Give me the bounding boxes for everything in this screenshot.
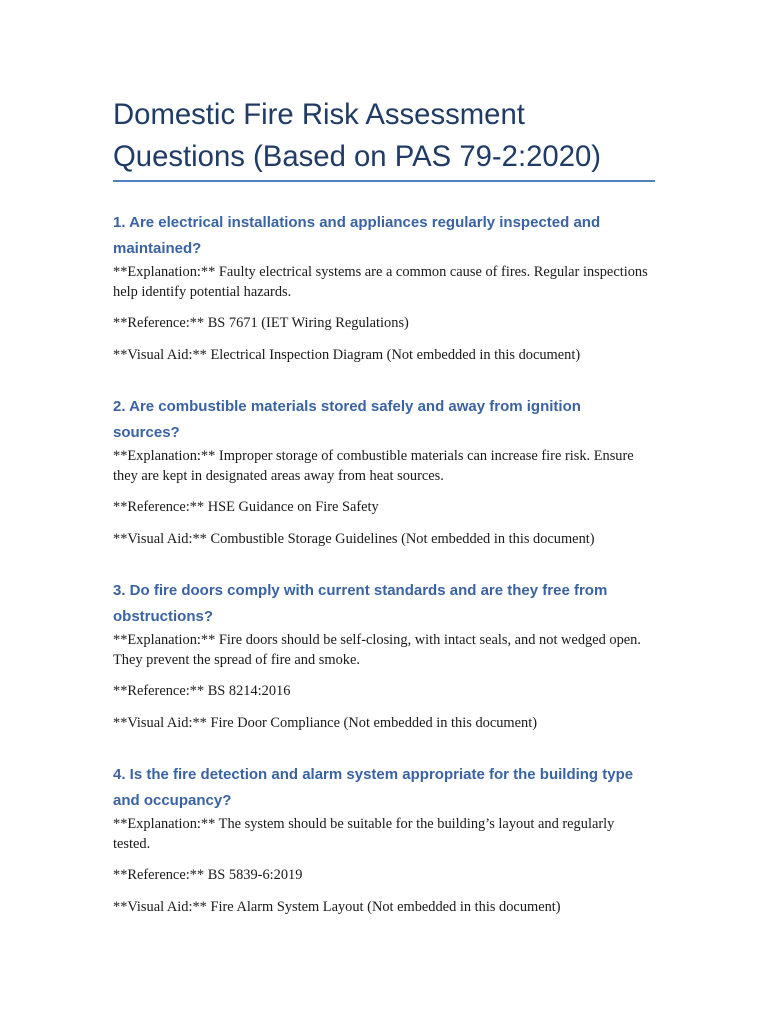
question-heading-line: obstructions? bbox=[113, 608, 213, 625]
question-heading bbox=[113, 762, 655, 814]
visual-aid-text: **Visual Aid:** Combustible Storage Guidelines (Not embedded in this document) bbox=[113, 531, 595, 547]
question-section bbox=[113, 394, 655, 549]
title-underline bbox=[113, 180, 655, 182]
explanation-line: **Explanation:** The system should be suitable for the building’s layout and regularly bbox=[113, 816, 615, 832]
visual-aid-text: **Visual Aid:** Fire Door Compliance (Not embedded in this document) bbox=[113, 715, 537, 731]
question-heading-line: 4. Is the fire detection and alarm system appropriate for the building type bbox=[113, 766, 634, 783]
reference-text: **Reference:** BS 5839-6:2019 bbox=[113, 867, 303, 883]
visual-aid-text: **Visual Aid:** Electrical Inspection Diagram (Not embedded in this document) bbox=[113, 347, 581, 363]
question-heading-line: 3. Do fire doors comply with current standards and are they free from bbox=[113, 582, 608, 599]
question-heading-line: 1. Are electrical installations and appliances regularly inspected and bbox=[113, 214, 601, 231]
question-section bbox=[113, 578, 655, 733]
explanation-line: **Explanation:** Faulty electrical systems are a common cause of fires. Regular inspections bbox=[113, 264, 648, 280]
question-heading bbox=[113, 578, 655, 630]
explanation-line: they are kept in designated areas away from heat sources. bbox=[113, 468, 444, 484]
document-page bbox=[113, 94, 655, 946]
question-heading-line: maintained? bbox=[113, 240, 202, 257]
question-heading bbox=[113, 210, 655, 262]
explanation-text bbox=[113, 262, 655, 302]
explanation-line: **Explanation:** Improper storage of combustible materials can increase fire risk. Ensure bbox=[113, 448, 634, 464]
explanation-line: **Explanation:** Fire doors should be self-closing, with intact seals, and not wedged open. bbox=[113, 632, 641, 648]
explanation-line: help identify potential hazards. bbox=[113, 284, 292, 300]
document-title: Domestic Fire Risk Assessment Questions (Based on PAS 79-2:2020) bbox=[113, 98, 602, 173]
explanation-text bbox=[113, 814, 655, 854]
question-heading-line: and occupancy? bbox=[113, 792, 232, 809]
question-section bbox=[113, 210, 655, 365]
reference-text: **Reference:** BS 7671 (IET Wiring Regulations) bbox=[113, 315, 409, 331]
reference-text: **Reference:** HSE Guidance on Fire Safety bbox=[113, 499, 379, 515]
question-heading-line: 2. Are combustible materials stored safely and away from ignition bbox=[113, 398, 581, 415]
visual-aid-text: **Visual Aid:** Fire Alarm System Layout (Not embedded in this document) bbox=[113, 899, 561, 915]
explanation-line: tested. bbox=[113, 836, 151, 852]
explanation-line: They prevent the spread of fire and smoke. bbox=[113, 652, 360, 668]
question-section bbox=[113, 762, 655, 917]
explanation-text bbox=[113, 446, 655, 486]
reference-text: **Reference:** BS 8214:2016 bbox=[113, 683, 291, 699]
question-heading-line: sources? bbox=[113, 424, 180, 441]
explanation-text bbox=[113, 630, 655, 670]
question-heading bbox=[113, 394, 655, 446]
